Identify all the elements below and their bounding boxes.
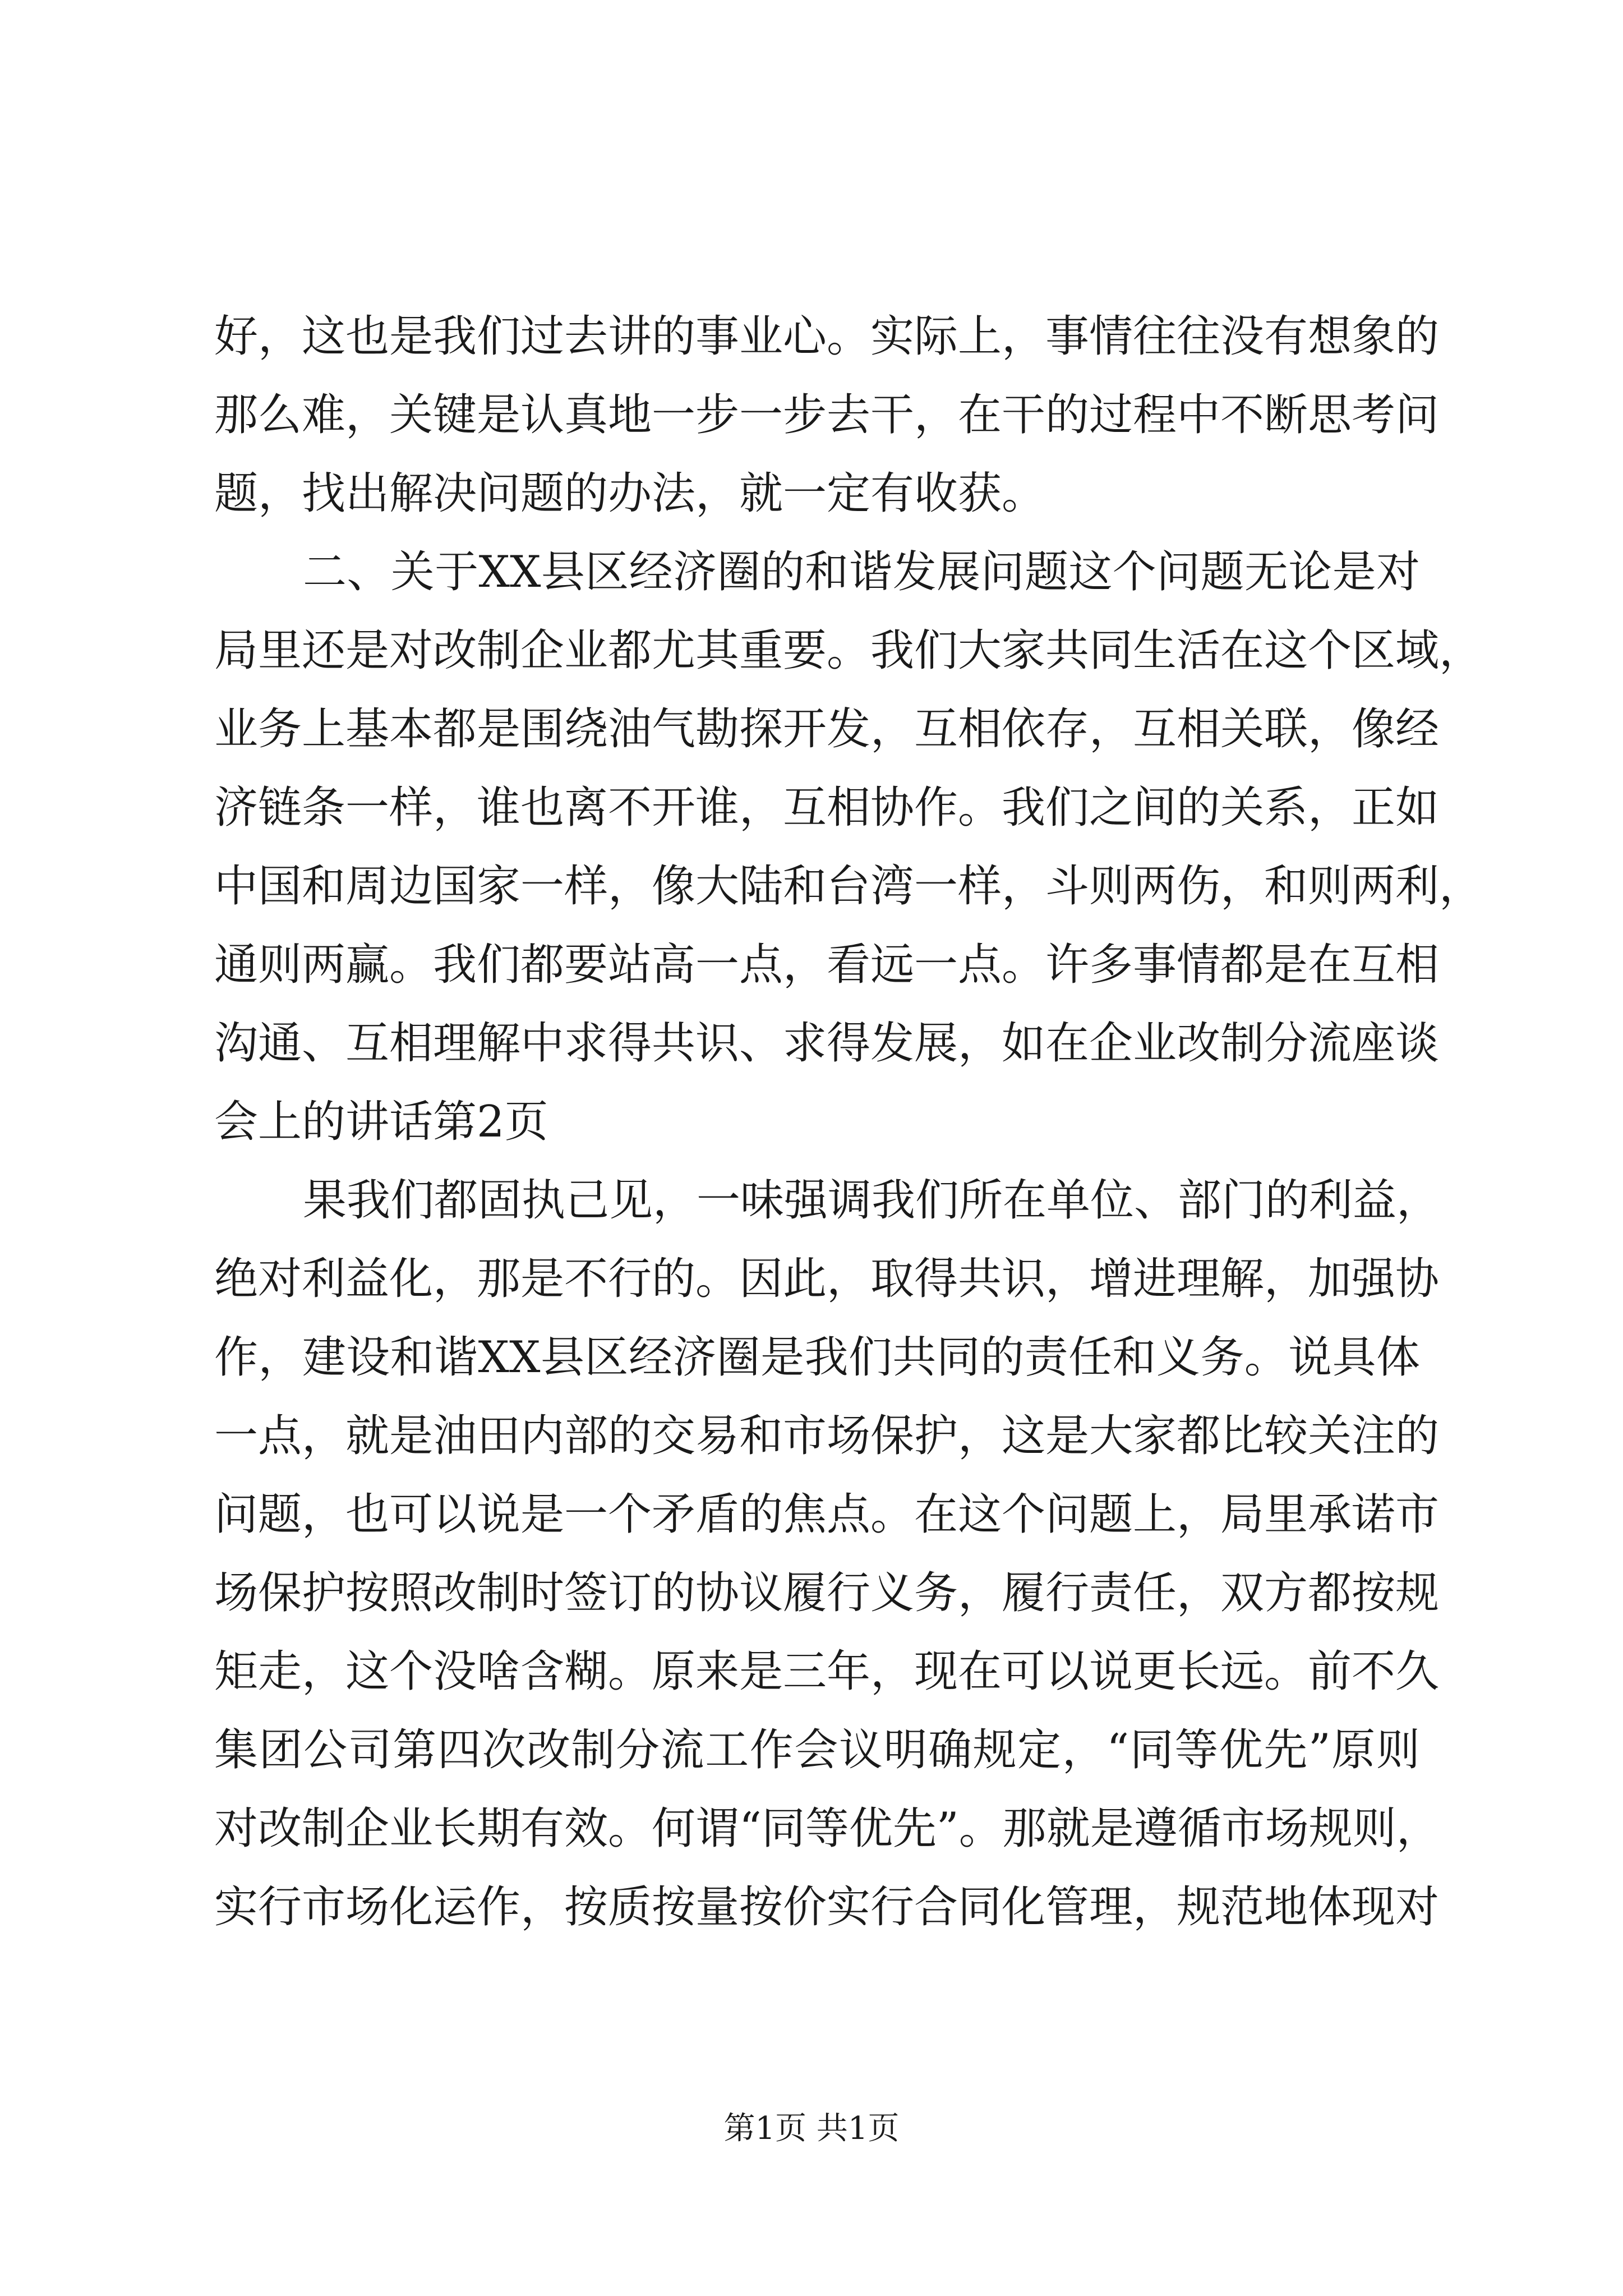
paragraph-line: 二、关于XX县区经济圈的和谐发展问题这个问题无论是对 [303, 547, 1420, 597]
paragraph-line: 对改制企业长期有效。何谓“同等优先”。那就是遵循市场规则， [214, 1803, 1440, 1854]
paragraph-line: 实行市场化运作，按质按量按价实行合同化管理，规范地体现对 [214, 1882, 1440, 1932]
paragraph-line: 一点，就是油田内部的交易和市场保护，这是大家都比较关注的 [214, 1411, 1440, 1461]
paragraph-line: 通则两赢。我们都要站高一点，看远一点。许多事情都是在互相 [214, 940, 1440, 990]
paragraph-line: 果我们都固执己见，一味强调我们所在单位、部门的利益， [303, 1175, 1441, 1226]
paragraph-line: 沟通、互相理解中求得共识、求得发展，如在企业改制分流座谈 [214, 1018, 1440, 1069]
paragraph-line: 场保护按照改制时签订的协议履行义务，履行责任，双方都按规 [214, 1568, 1440, 1618]
paragraph-line: 题，找出解决问题的办法，就一定有收获。 [214, 468, 1046, 519]
paragraph-line: 绝对利益化，那是不行的。因此，取得共识，增进理解，加强协 [214, 1254, 1440, 1304]
paragraph-line: 好，这也是我们过去讲的事业心。实际上，事情往往没有想象的 [214, 311, 1440, 362]
page-footer: 第1页 共1页 [723, 2110, 900, 2147]
paragraph-line: 那么难，关键是认真地一步一步去干，在干的过程中不断思考问 [214, 390, 1440, 440]
paragraph-line: 作，建设和谐XX县区经济圈是我们共同的责任和义务。说具体 [214, 1332, 1420, 1383]
paragraph-line: 会上的讲话第2页 [214, 1097, 548, 1147]
paragraph-line: 济链条一样，谁也离不开谁，互相协作。我们之间的关系，正如 [214, 783, 1440, 833]
paragraph-line: 矩走，这个没啥含糊。原来是三年，现在可以说更长远。前不久 [214, 1646, 1440, 1697]
paragraph-line: 问题，也可以说是一个矛盾的焦点。在这个问题上，局里承诺市 [214, 1489, 1440, 1540]
paragraph-line: 集团公司第四次改制分流工作会议明确规定，“同等优先”原则 [214, 1725, 1420, 1775]
paragraph-line: 局里还是对改制企业都尤其重要。我们大家共同生活在这个区域， [214, 625, 1483, 676]
paragraph-line: 业务上基本都是围绕油气勘探开发，互相依存，互相关联，像经 [214, 704, 1440, 754]
paragraph-line: 中国和周边国家一样，像大陆和台湾一样，斗则两伤，和则两利， [214, 861, 1483, 912]
